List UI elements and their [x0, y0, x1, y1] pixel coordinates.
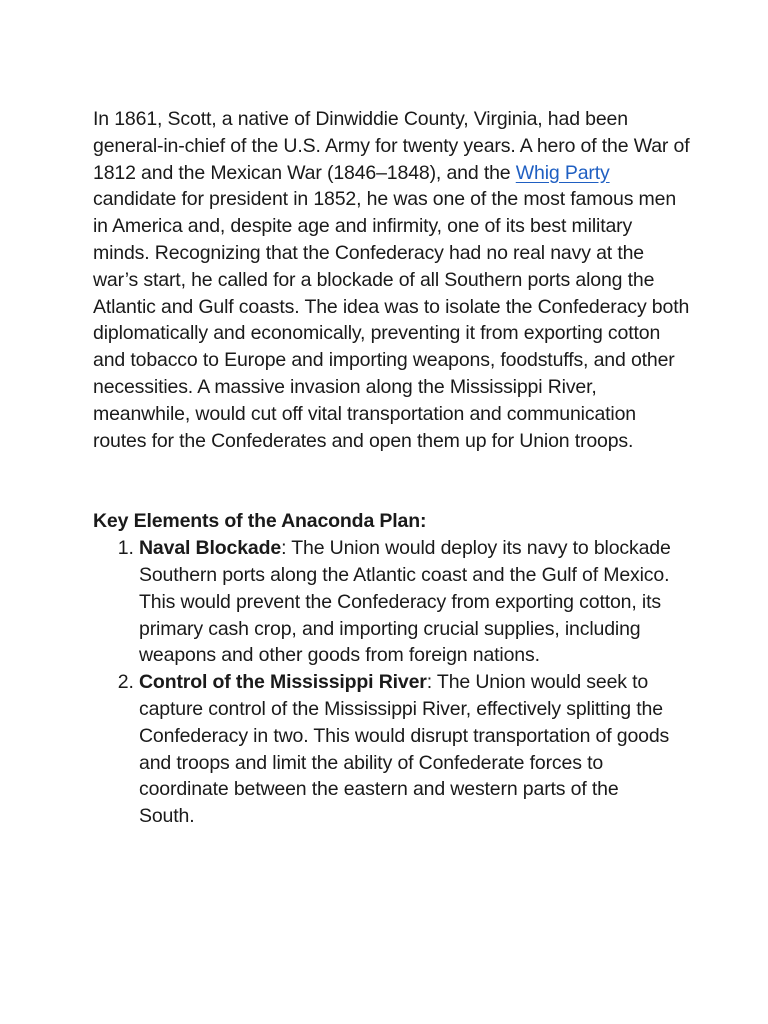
list-item-term: Control of the Mississippi River [139, 671, 427, 694]
anaconda-plan-list [93, 535, 679, 830]
document-page [93, 106, 693, 830]
list-item-text: : The Union would seek to capture control of the Mississippi River, effectively splitting the Confederacy in two. This would disrupt transportation of goods and troops and limit the ability of Confederate forces to coordinate between the eastern and western parts of the South. [139, 671, 670, 828]
list-item-term: Naval Blockade [139, 537, 282, 560]
whig-party-link[interactable]: Whig Party [515, 161, 610, 184]
list-item-mississippi-river [139, 669, 679, 830]
list-item-text: : The Union would deploy its navy to blockade Southern ports along the Atlantic coast and the Gulf of Mexico. This would prevent the Confederacy from exporting cotton, its primary cash crop, and importing crucial supplies, including weapons and other goods from foreign nations. [139, 537, 671, 667]
list-item-naval-blockade [139, 535, 679, 669]
intro-text-after-link: candidate for president in 1852, he was one of the most famous men in America and, despite age and infirmity, one of its best military minds. Recognizing that the Confederacy had no real navy at the war’s start, he called for a blockade of all Southern ports along the Atlantic and Gulf coasts. The idea was to isolate the Confederacy both diplomatically and economically, preventing it from exporting cotton and tobacco to Europe and importing weapons, foodstuffs, and other necessities. A massive invasion along the Mississippi River, meanwhile, would cut off vital transportation and communication routes for the Confederates and open them up for Union troops. [93, 188, 690, 452]
intro-paragraph [93, 106, 693, 454]
intro-text-before-link: In 1861, Scott, a native of Dinwiddie County, Virginia, had been general-in-chief of the U.S. Army for twenty years. A hero of the War of 1812 and the Mexican War (1846–1848), and the [93, 108, 690, 184]
section-heading: Key Elements of the Anaconda Plan: [93, 510, 427, 533]
